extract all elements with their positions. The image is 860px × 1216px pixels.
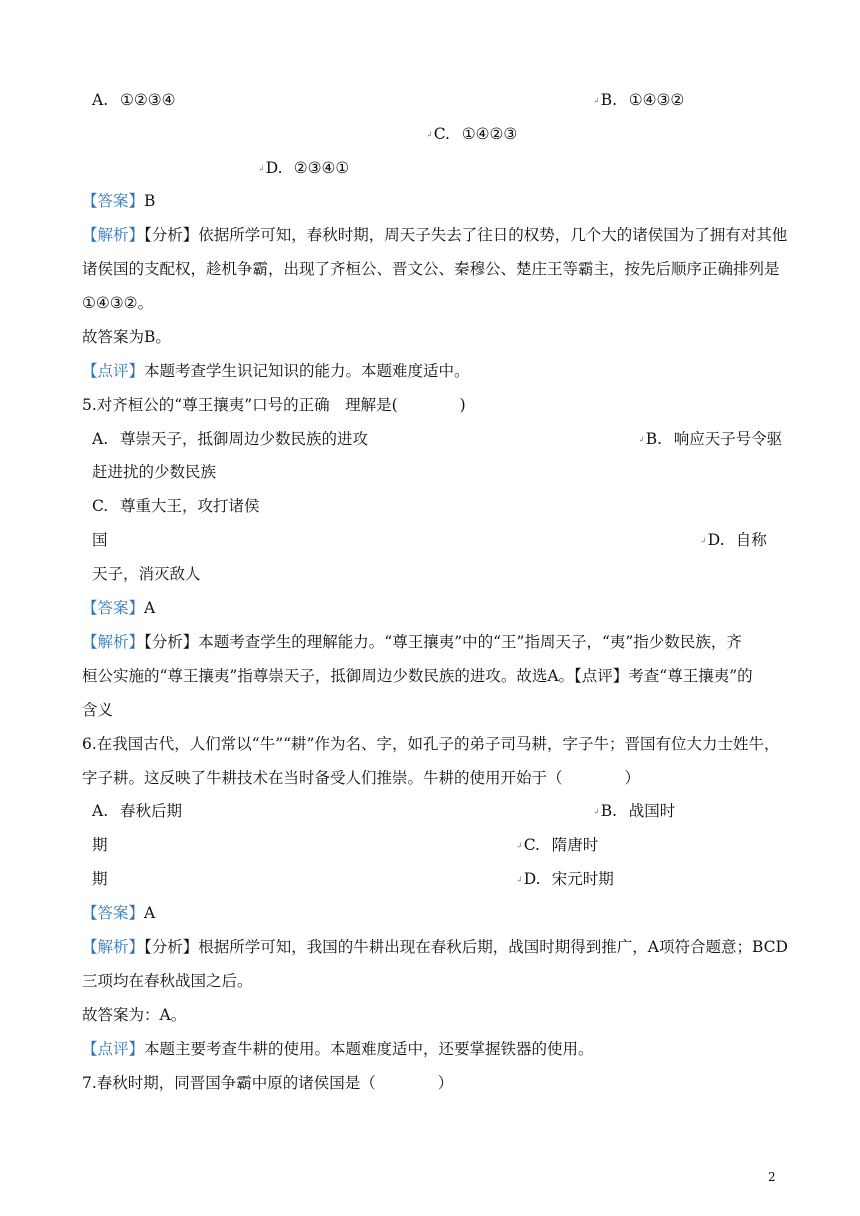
q4-analysis-line: 诸侯国的支配权，趁机争霸，出现了齐桓公、晋文公、秦穆公、楚庄王等霸主，按先后顺序正确排列是: [82, 260, 780, 278]
q6-stem: 6.在我国古代，人们常以“牛”“耕”作为名、字，如孔子的弟子司马耕，字子牛；晋国有位大力士姓牛，: [82, 735, 780, 753]
q5-analysis-line: 【解析】【分析】本题考查学生的理解能力。“尊王攘夷”中的“王”指周天子，“夷”指少数民族，齐: [82, 633, 742, 651]
q6-comment: 【点评】本题主要考查牛耕的使用。本题难度适中，还要掌握铁器的使用。: [82, 1040, 594, 1058]
q6-answer: 【答案】A: [82, 904, 156, 922]
q6-option-c-continuation: 期: [92, 870, 108, 888]
q4-option-a: A. ①②③④: [92, 91, 176, 109]
q4-comment: 【点评】本题考查学生识记知识的能力。本题难度适中。: [82, 362, 470, 380]
option-marker-icon: ↲: [516, 875, 523, 884]
q5-option-d: ↲D. 自称: [700, 531, 767, 549]
q4-analysis-line: ①④③②。: [82, 294, 154, 312]
q5-option-a: A. 尊崇天子，抵御周边少数民族的进攻: [92, 430, 369, 448]
q5-answer: 【答案】A: [82, 599, 156, 617]
q7-stem: 7.春秋时期，同晋国争霸中原的诸侯国是（ ）: [82, 1074, 454, 1092]
q6-option-a: A. 春秋后期: [92, 802, 183, 820]
q5-option-c-continuation: 国: [92, 531, 108, 549]
option-marker-icon: ↲: [426, 130, 433, 139]
q5-stem: 5.对齐桓公的“尊王攘夷”口号的正确 理解是( ): [82, 396, 466, 414]
option-marker-icon: ↲: [593, 807, 600, 816]
option-marker-icon: ↲: [700, 536, 707, 545]
q6-conclusion: 故答案为：A。: [82, 1006, 187, 1024]
q5-option-d-continuation: 天子，消灭敌人: [92, 565, 201, 583]
page-number: 2: [768, 1170, 776, 1184]
q5-analysis-line: 含义: [82, 701, 114, 719]
option-marker-icon: ↲: [593, 96, 600, 105]
option-marker-icon: ↲: [516, 841, 523, 850]
q6-option-c: ↲C. 隋唐时: [516, 836, 599, 854]
q6-option-b: ↲B. 战国时: [593, 802, 676, 820]
q4-answer: 【答案】B: [82, 192, 156, 210]
q6-analysis-line: 【解析】【分析】根据所学可知，我国的牛耕出现在春秋后期，战国时期得到推广，A项符合题意；BCD: [82, 938, 788, 956]
option-marker-icon: ↲: [258, 164, 265, 173]
q4-option-d: ↲D. ②③④①: [258, 159, 350, 177]
q4-option-b: ↲B. ①④③②: [593, 91, 685, 109]
q5-analysis-line: 桓公实施的“尊王攘夷”指尊崇天子，抵御周边少数民族的进攻。故选A。【点评】考查“尊王攘夷”的: [82, 667, 753, 685]
q6-option-d: ↲D. 宋元时期: [516, 870, 614, 888]
q4-analysis-line: 【解析】【分析】依据所学可知，春秋时期，周天子失去了往日的权势，几个大的诸侯国为了拥有对其他: [82, 226, 788, 244]
q4-conclusion: 故答案为B。: [82, 328, 171, 346]
q5-option-b-continuation: 赶进扰的少数民族: [92, 463, 217, 481]
q5-option-b: ↲B. 响应天子号令驱: [638, 430, 783, 448]
q5-option-c: C. 尊重大王，攻打诸侯: [92, 497, 260, 515]
q4-option-c: ↲C. ①④②③: [426, 125, 518, 143]
q6-analysis-line: 三项均在春秋战国之后。: [82, 972, 253, 990]
option-marker-icon: ↲: [638, 435, 645, 444]
q6-stem: 字子耕。这反映了牛耕技术在当时备受人们推崇。牛耕的使用开始于（ ）: [82, 769, 641, 787]
q6-option-b-continuation: 期: [92, 836, 108, 854]
